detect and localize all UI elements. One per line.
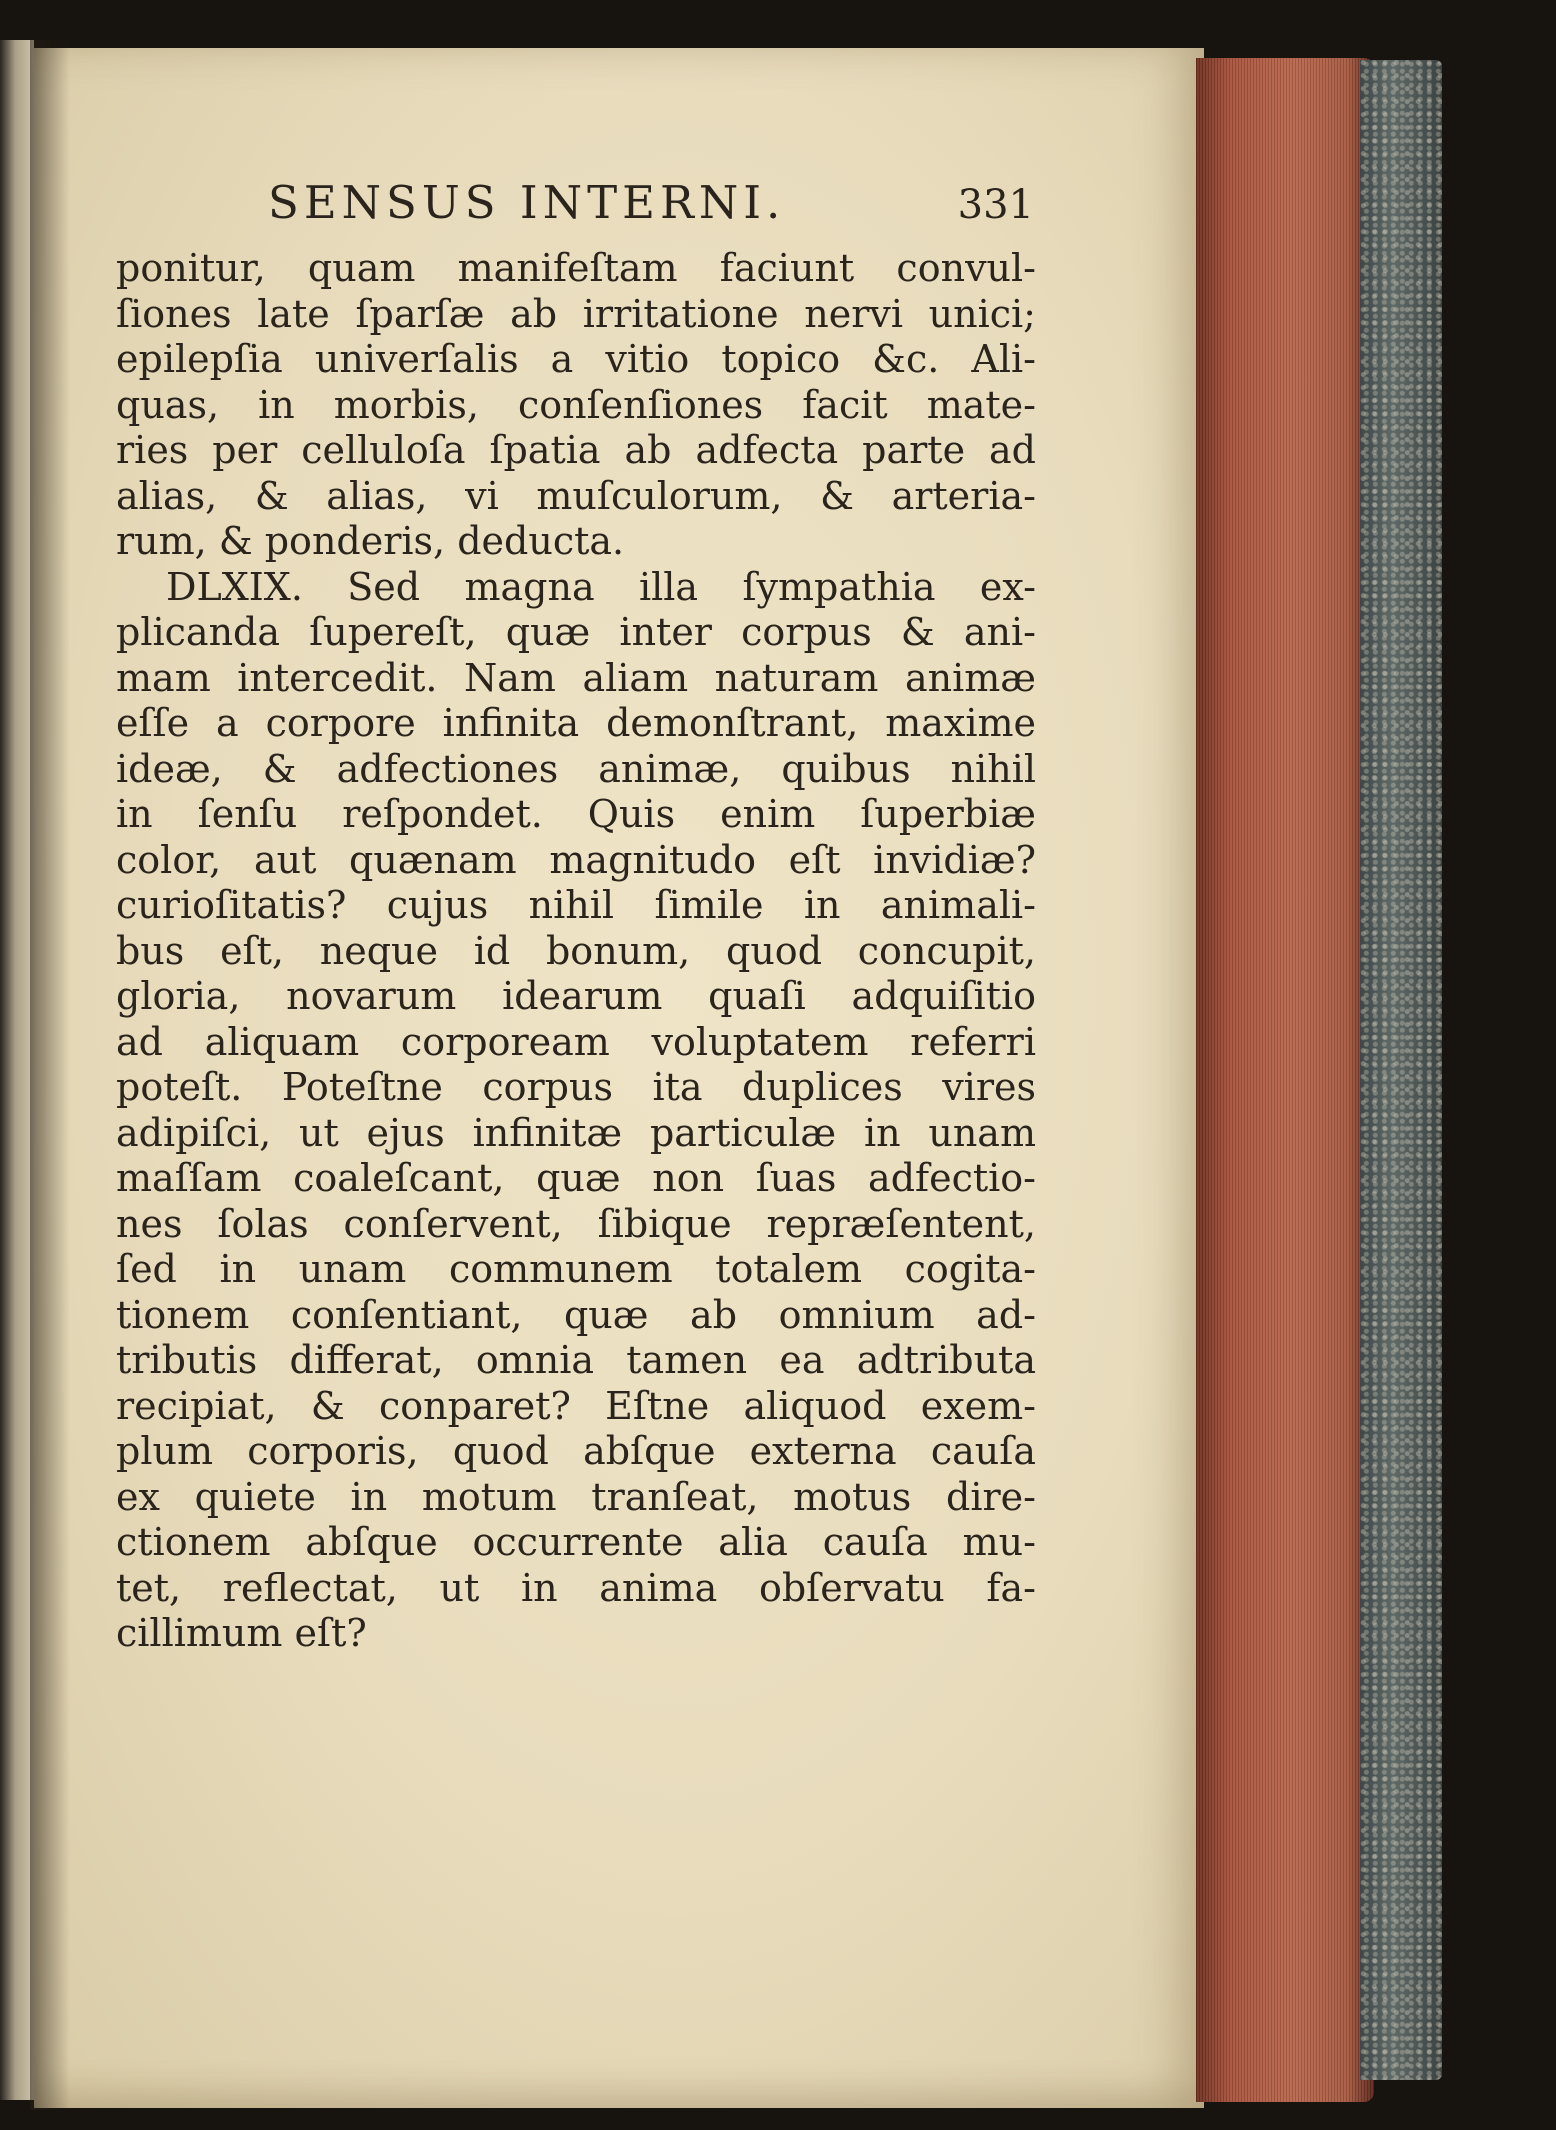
text-line: ex quiete in motum tranſeat, motus dire- bbox=[116, 1474, 1036, 1519]
text-line: adipiſci, ut ejus infinitæ particulæ in unam bbox=[116, 1110, 1036, 1155]
text-line: gloria, novarum idearum quaſi adquiſitio bbox=[116, 974, 1036, 1018]
text-line: eſſe a corpore infinita demonſtrant, maxime bbox=[116, 701, 1036, 745]
page-text bbox=[116, 176, 1036, 1657]
text-line: ideæ, & adfectiones animæ, quibus nihil bbox=[116, 746, 1036, 791]
text-line: ries per celluloſa ſpatia ab adfecta parte ad bbox=[116, 428, 1036, 472]
running-head-title: SENSUS INTERNI. bbox=[268, 176, 786, 229]
text-line: rum, & ponderis, deducta. bbox=[116, 519, 625, 563]
text-line: tributis differat, omnia tamen ea adtributa bbox=[116, 1338, 1036, 1382]
section-start-line: DLXIX. Sed magna illa ſympathia ex- bbox=[166, 564, 1036, 609]
left-page-edge bbox=[0, 40, 34, 2100]
text-line: tionem conſentiant, quæ ab omnium ad- bbox=[116, 1292, 1036, 1337]
text-line: color, aut quænam magnitudo eſt invidiæ? bbox=[116, 837, 1036, 882]
text-line: bus eſt, neque id bonum, quod concupit, bbox=[116, 928, 1036, 973]
text-line: ſed in unam communem totalem cogita- bbox=[116, 1247, 1036, 1291]
gutter-shadow bbox=[30, 40, 70, 2110]
text-line: quas, in morbis, conſenſiones facit mate- bbox=[116, 382, 1036, 427]
text-line: nes ſolas conſervent, ſibique repræſentent, bbox=[116, 1201, 1036, 1246]
text-line: curioſitatis? cujus nihil ſimile in animali- bbox=[116, 883, 1036, 927]
text-line: plum corporis, quod abſque externa cauſa bbox=[116, 1429, 1036, 1473]
text-line: maſſam coaleſcant, quæ non ſuas adfectio- bbox=[116, 1156, 1036, 1200]
text-line: cillimum eſt? bbox=[116, 1611, 367, 1655]
text-line: ctionem abſque occurrente alia cauſa mu- bbox=[116, 1520, 1036, 1564]
text-line: ad aliquam corpoream voluptatem referri bbox=[116, 1019, 1036, 1064]
text-line: in ſenſu reſpondet. Quis enim ſuperbiæ bbox=[116, 792, 1036, 836]
text-line: alias, & alias, vi muſculorum, & arteria- bbox=[116, 473, 1036, 518]
text-line: epilepſia univerſalis a vitio topico &c. Ali- bbox=[116, 337, 1036, 381]
text-line: poteſt. Poteſtne corpus ita duplices vires bbox=[116, 1065, 1036, 1109]
running-head bbox=[116, 176, 1034, 246]
marbled-cover bbox=[1360, 60, 1442, 2080]
text-line: mam intercedit. Nam aliam naturam animæ bbox=[116, 655, 1036, 700]
text-line: recipiat, & conparet? Eſtne aliquod exem- bbox=[116, 1383, 1036, 1428]
text-line: ſiones late ſparſæ ab irritatione nervi unici; bbox=[116, 291, 1036, 336]
text-line: tet, reflectat, ut in anima obſervatu fa- bbox=[116, 1565, 1036, 1610]
page-number: 331 bbox=[957, 182, 1034, 228]
text-line: plicanda ſupereſt, quæ inter corpus & ani- bbox=[116, 610, 1036, 654]
red-page-edges bbox=[1196, 58, 1374, 2102]
text-line: ponitur, quam manifeſtam faciunt convul- bbox=[116, 246, 1036, 290]
